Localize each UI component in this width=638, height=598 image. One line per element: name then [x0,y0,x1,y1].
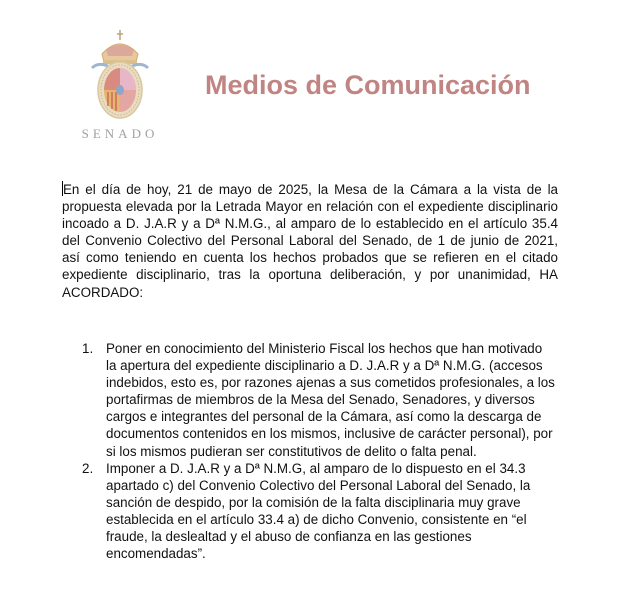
text-line: establecida en el artículo 33.4 a) de dicho Convenio, consistente en “el [106,511,527,527]
agreement-list [82,340,582,562]
text-line: la apertura del expediente disciplinario a D. J.A.R y a Dª N.M.G. (accesos [106,358,543,374]
intro-text: En el día de hoy, 21 de mayo de 2025, la Mesa de la Cámara a la vista de la propuesta elevada por la Letrada Mayor en relación con el expediente disciplinario incoado a D. J.A.R y a Dª N.M.G., al amparo de lo establecido en el artículo 35.4 del Convenio Colectivo del Personal Laboral del Senado, de 1 de junio de 2021, así como teniendo en cuenta los hechos probados que se refieren en el citado expediente disciplinario, tras la oportuna deliberación, y por unanimidad, HA ACORDADO: [62,182,558,300]
coat-of-arms-icon [86,28,154,124]
logo-text: SENADO [81,126,159,141]
senado-logo [72,24,168,146]
text-line: portafirmas de miembros de la Mesa del Senado, Senadores, y diversos [106,392,535,408]
text-line: encomendadas”. [106,546,206,562]
page-title: Medios de Comunicación [205,70,531,100]
list-item [82,340,582,460]
text-line: si los mismos pudieran ser constitutivos de delito o falta penal. [106,443,477,459]
text-line: sanción de despido, por la comisión de la falta disciplinaria muy grave [106,494,521,510]
list-number: 1. [82,341,94,356]
text-line: Poner en conocimiento del Ministerio Fiscal los hechos que han motivado [106,341,543,356]
list-text [106,340,582,460]
list-number: 2. [82,460,94,476]
text-line: Imponer a D. J.A.R y a Dª N.M.G, al amparo de lo dispuesto en el 34.3 [106,460,526,476]
text-line: indebidos, esto es, por razones ajenas a sus cometidos profesionales, a los [106,375,555,391]
intro-paragraph[interactable] [62,181,558,301]
text-line: apartado c) del Convenio Colectivo del Personal Laboral del Senado, la [106,477,531,493]
text-line: cargos e integrantes del personal de la Cámara, así como la descarga de [106,409,542,425]
text-line: fraude, la deslealtad y el abuso de confianza en las gestiones [106,529,472,545]
text-line: documentos contenidos en los mismos, inclusive de carácter personal), por [106,426,553,442]
list-item [82,460,582,563]
list-text [106,460,582,563]
